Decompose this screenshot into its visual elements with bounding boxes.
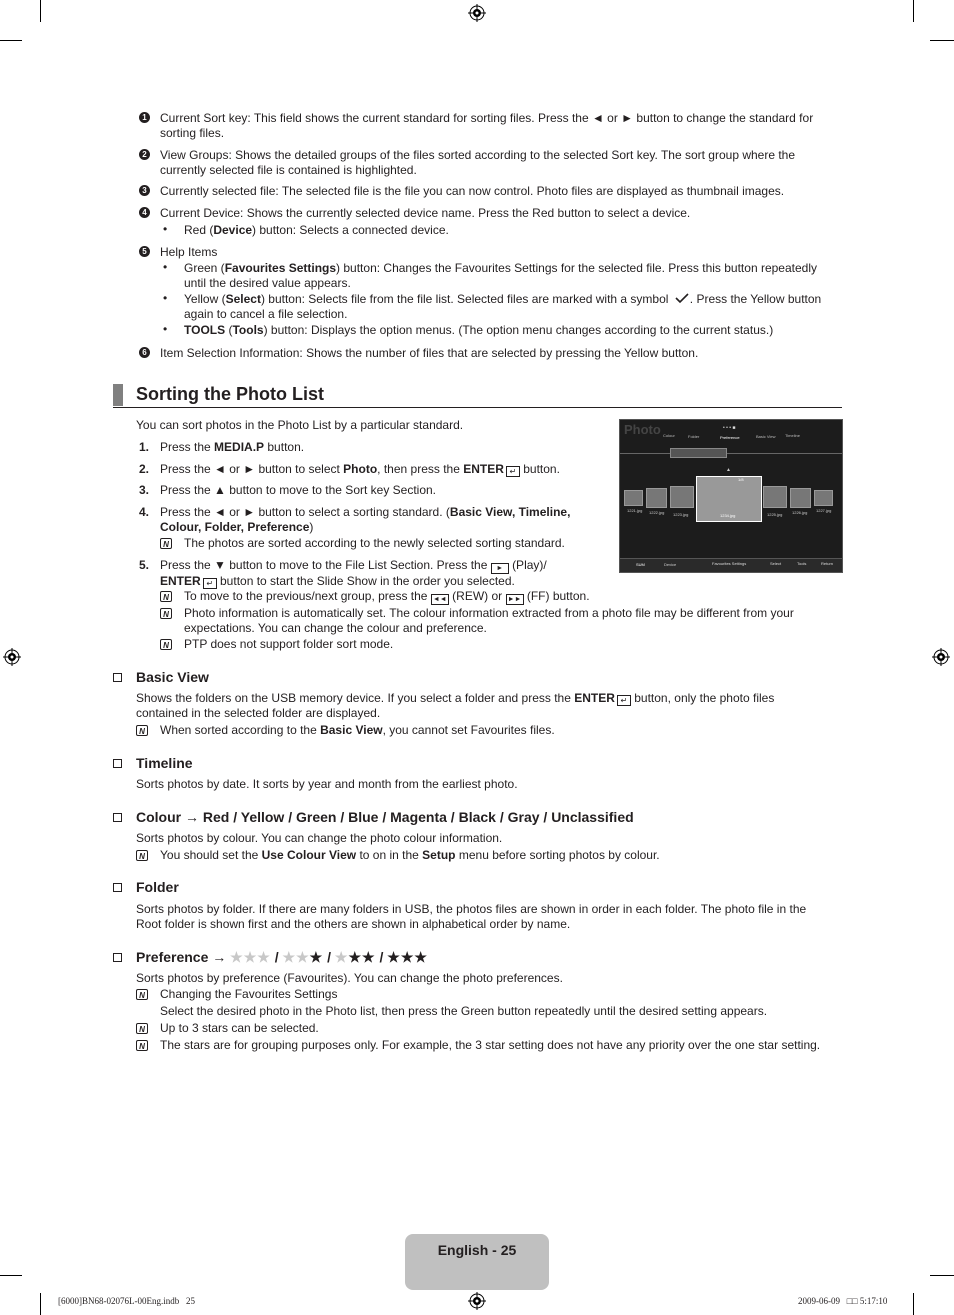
item-2-line2: currently selected file is contained is highlighted. (160, 163, 417, 177)
tools-key-label: TOOLS (184, 323, 226, 337)
tv-stars-icon: • • • ■ (723, 425, 736, 431)
step-number-3: 3. (139, 483, 150, 497)
item-1-line2: sorting files. (160, 126, 225, 140)
text: Photo information is automatically set. The colour information extracted from a photo file may be different from your (184, 606, 794, 620)
item-5-bullet-green (184, 261, 844, 291)
star-icon: ★ (243, 949, 258, 965)
play-key-icon: ► (491, 563, 509, 574)
item-4-bullet-red (184, 223, 449, 238)
star-icon: ★ (309, 949, 324, 965)
text: (REW) or (452, 589, 503, 603)
text: ) button: Displays the option menus. (The option menu changes according to the current status.) (263, 323, 774, 337)
enter-key-icon: ↵ (506, 466, 520, 477)
tv-help-tools: Tools (797, 561, 807, 566)
tv-tab: Folder (688, 434, 700, 439)
enter-label: ENTER (574, 691, 615, 705)
colour-text: Sorts photos by colour. You can change the photo colour information. (136, 831, 503, 845)
item-number-3: 3 (139, 185, 150, 196)
timeline-title: Timeline (136, 755, 193, 771)
registration-mark-icon (932, 648, 950, 666)
sort-standards-label-2: Colour, Folder, Preference (160, 520, 310, 534)
step-number-1: 1. (139, 440, 150, 454)
note-icon: N (160, 608, 172, 619)
basic-view-text (136, 691, 836, 721)
text: menu before sorting photos by colour. (455, 848, 660, 862)
tools-label: Tools (232, 323, 264, 337)
registration-mark-icon (468, 1292, 486, 1310)
tv-thumbnail (814, 490, 833, 506)
media-p-label: MEDIA.P (214, 440, 265, 454)
tv-tab: Basic View (756, 434, 776, 439)
photo-list-screenshot (619, 419, 843, 573)
preference-note-2: Up to 3 stars can be selected. (160, 1021, 319, 1035)
setup-label: Setup (422, 848, 456, 862)
tv-file-name: 1221.jpg (627, 508, 643, 513)
item-5-text: Help Items (160, 245, 218, 259)
tv-file-name: 1222.jpg (649, 510, 665, 515)
tv-thumbnail (763, 486, 787, 508)
tv-help-return: Return (821, 561, 834, 566)
note-icon: N (136, 1040, 148, 1051)
step-5-note-c: PTP does not support folder sort mode. (184, 637, 394, 651)
bullet: • (163, 222, 168, 236)
item-3-text: Currently selected file: The selected file is the file you can now control. Photo files are displayed as thumbnail images. (160, 184, 785, 198)
star-separator: / (375, 949, 388, 965)
note-icon: N (160, 591, 172, 602)
star-separator: / (323, 949, 335, 965)
item-1-text (160, 111, 840, 141)
basic-view-label: Basic View (320, 723, 383, 737)
text: until the desired value appears. (184, 276, 351, 290)
preference-label: Preference → (136, 949, 227, 965)
folder-title: Folder (136, 879, 179, 895)
step-1 (160, 440, 304, 455)
tv-sort-line (620, 453, 842, 454)
star-icon: ★ (230, 949, 244, 965)
text: to on in the (356, 848, 423, 862)
checkbox-bullet-icon (113, 813, 122, 822)
colour-note (160, 848, 660, 863)
star-icon: ★ (257, 949, 271, 965)
step-5-note-b (184, 606, 844, 636)
item-number-5: 5 (139, 246, 150, 257)
tv-file-name-selected: 1234.jpg (720, 513, 736, 518)
star-icon: ★ (387, 949, 401, 965)
star-icon: ★ (296, 949, 310, 965)
use-colour-view-label: Use Colour View (261, 848, 357, 862)
note-icon: N (136, 725, 148, 736)
text: again to cancel a file selection. (184, 307, 348, 321)
text: , you cannot set Favourites files. (382, 723, 555, 737)
text: You should set the (160, 848, 262, 862)
text: Press the (160, 440, 215, 454)
section-bar (113, 384, 123, 406)
checkbox-bullet-icon (113, 673, 122, 682)
page-number-label: English - 25 (437, 1242, 517, 1258)
note-icon: N (136, 850, 148, 861)
text: When sorted according to the (160, 723, 321, 737)
enter-label: ENTER (463, 462, 504, 476)
checkbox-bullet-icon (113, 883, 122, 892)
bullet: • (163, 260, 168, 274)
text: Shows the folders on the USB memory device. If you select a folder and press the (136, 691, 575, 705)
text: button. (519, 462, 560, 476)
item-number-4: 4 (139, 207, 150, 218)
preference-title (136, 949, 428, 966)
tv-title: Photo (624, 422, 661, 437)
item-1-line1: Current Sort key: This field shows the current standard for sorting files. Press the ◄ or ► button to change the standard for (160, 111, 814, 125)
select-label: Select (225, 292, 261, 306)
item-5-bullet-tools (184, 323, 844, 338)
note-icon: N (136, 1023, 148, 1034)
footer-file: [6000]BN68-02076L-00Eng.indb 25 (58, 1296, 195, 1306)
item-number-2: 2 (139, 149, 150, 160)
item-number-6: 6 (139, 347, 150, 358)
star-icon: ★ (400, 949, 415, 965)
tv-group-bar (670, 448, 727, 458)
checkmark-icon (675, 293, 689, 304)
preference-note-3: The stars are for grouping purposes only. For example, the 3 star setting does not have any priority over the one star setting. (160, 1038, 821, 1052)
tv-thumbnail (670, 486, 694, 508)
text: Green ( (184, 261, 225, 275)
item-2-line1: View Groups: Shows the detailed groups of the files sorted according to the selected Sort key. The sort group where the (160, 148, 796, 162)
tv-page-counter: 1/8 (738, 477, 744, 482)
registration-mark-icon (468, 4, 486, 22)
text: . Press the Yellow button (689, 292, 822, 306)
tv-tab-selected: Preference (720, 435, 740, 440)
device-label: Device (213, 223, 253, 237)
text: contained in the selected folder are displayed. (136, 706, 381, 720)
section-title: Sorting the Photo List (136, 384, 324, 404)
section-rule (113, 407, 842, 408)
rew-key-icon: ◄◄ (431, 594, 449, 605)
item-number-1: 1 (139, 112, 150, 123)
step-5-note-a (184, 589, 590, 605)
step-number-2: 2. (139, 462, 150, 476)
tv-thumbnail (790, 488, 811, 508)
text: Root folder is shown first and the others are shown in alphabetical order by name. (136, 917, 571, 931)
enter-key-icon: ↵ (617, 695, 631, 706)
item-2-text (160, 148, 840, 178)
text: Sorts photos by folder. If there are many folders in USB, the photos files are shown in order in each folder. The photo file in the (136, 902, 807, 916)
text: ( (225, 323, 233, 337)
text: expectations. You can change the colour and preference. (184, 621, 487, 635)
text: ) (309, 520, 314, 534)
registration-mark-icon (3, 648, 21, 666)
star-group-3 (387, 949, 428, 966)
text: (Play)/ (512, 558, 547, 572)
step-4 (160, 505, 600, 535)
text: (FF) button. (526, 589, 590, 603)
footer-date: 2009-06-09 □□ 5:17:10 (798, 1296, 888, 1306)
timeline-text: Sorts photos by date. It sorts by year and month from the earliest photo. (136, 777, 518, 791)
step-3: Press the ▲ button to move to the Sort key Section. (160, 483, 437, 497)
tv-file-name: 1223.jpg (673, 512, 689, 517)
folder-text (136, 902, 846, 932)
tv-help-select: Select (770, 561, 782, 566)
colour-title: Colour → Red / Yellow / Green / Blue / Magenta / Black / Gray / Unclassified (136, 809, 634, 825)
star-icon: ★ (334, 949, 349, 965)
star-group-2 (335, 949, 376, 966)
star-icon: ★ (362, 949, 376, 965)
text: Press the ◄ or ► button to select (160, 462, 344, 476)
preference-text: Sorts photos by preference (Favourites). You can change the photo preferences. (136, 971, 563, 985)
tv-device-label: Device (664, 562, 677, 567)
bullet: • (163, 322, 168, 336)
checkbox-bullet-icon (113, 759, 122, 768)
favourites-settings-label: Favourites Settings (224, 261, 337, 275)
text: Select the desired photo in the Photo list, then press the Green button repeatedly until the desired setting appears. (160, 1004, 768, 1018)
text: ) button: Selects a connected device. (252, 223, 449, 237)
text: button, only the photo files (630, 691, 775, 705)
tv-thumbnail (646, 488, 667, 508)
tv-file-name: 1226.jpg (792, 510, 808, 515)
text: button. (264, 440, 305, 454)
tv-help-favourites: Favourites Settings (712, 561, 747, 566)
item-5-bullet-yellow (184, 292, 844, 322)
star-icon: ★ (282, 949, 297, 965)
star-icon: ★ (414, 949, 428, 965)
step-2 (160, 462, 560, 477)
text: To move to the previous/next group, press the (184, 589, 428, 603)
ff-key-icon: ►► (506, 594, 524, 605)
photo-label: Photo (343, 462, 378, 476)
basic-view-title: Basic View (136, 669, 209, 685)
text: Changing the Favourites Settings (160, 987, 338, 1001)
enter-label: ENTER (160, 574, 201, 588)
text: Press the ▼ button to move to the File List Section. Press the (160, 558, 488, 572)
tv-device-name: SUM (636, 562, 645, 567)
text: Red ( (184, 223, 214, 237)
preference-note-1 (160, 987, 767, 1019)
item-4-text: Current Device: Shows the currently selected device name. Press the Red button to select a device. (160, 206, 691, 220)
star-group-1 (283, 949, 324, 966)
step-5 (160, 558, 610, 589)
bullet: • (163, 291, 168, 305)
tv-tab: Colour (663, 433, 675, 438)
preference-stars (230, 949, 428, 965)
enter-key-icon: ↵ (203, 578, 217, 589)
text: Press the ◄ or ► button to select a sorting standard. ( (160, 505, 450, 519)
note-icon: N (160, 538, 172, 549)
note-icon: N (136, 989, 148, 1000)
text: ) button: Selects file from the file list. Selected files are marked with a symbol (260, 292, 669, 306)
checkbox-bullet-icon (113, 953, 122, 962)
sort-standards-label: Basic View, Timeline, (449, 505, 571, 519)
star-separator: / (270, 949, 283, 965)
tv-file-name: 1225.jpg (767, 512, 783, 517)
text: button to start the Slide Show in the order you selected. (216, 574, 515, 588)
tv-file-name: 1227.jpg (816, 508, 832, 513)
item-6-text: Item Selection Information: Shows the number of files that are selected by pressing the Yellow button. (160, 346, 699, 360)
basic-view-note (160, 723, 555, 738)
step-number-4: 4. (139, 505, 150, 519)
tv-tab: Timeline (785, 433, 800, 438)
text: Yellow ( (184, 292, 226, 306)
step-number-5: 5. (139, 558, 150, 572)
text: , then press the (377, 462, 464, 476)
tv-up-arrow-icon: ▲ (726, 467, 731, 473)
text: ) button: Changes the Favourites Settings for the selected file. Press this button repeatedly (336, 261, 817, 275)
step-4-note: The photos are sorted according to the newly selected sorting standard. (184, 536, 565, 550)
note-icon: N (160, 639, 172, 650)
intro-text: You can sort photos in the Photo List by a particular standard. (136, 418, 464, 432)
star-icon: ★ (348, 949, 363, 965)
star-group-0 (230, 949, 271, 966)
tv-thumbnail (624, 490, 643, 506)
